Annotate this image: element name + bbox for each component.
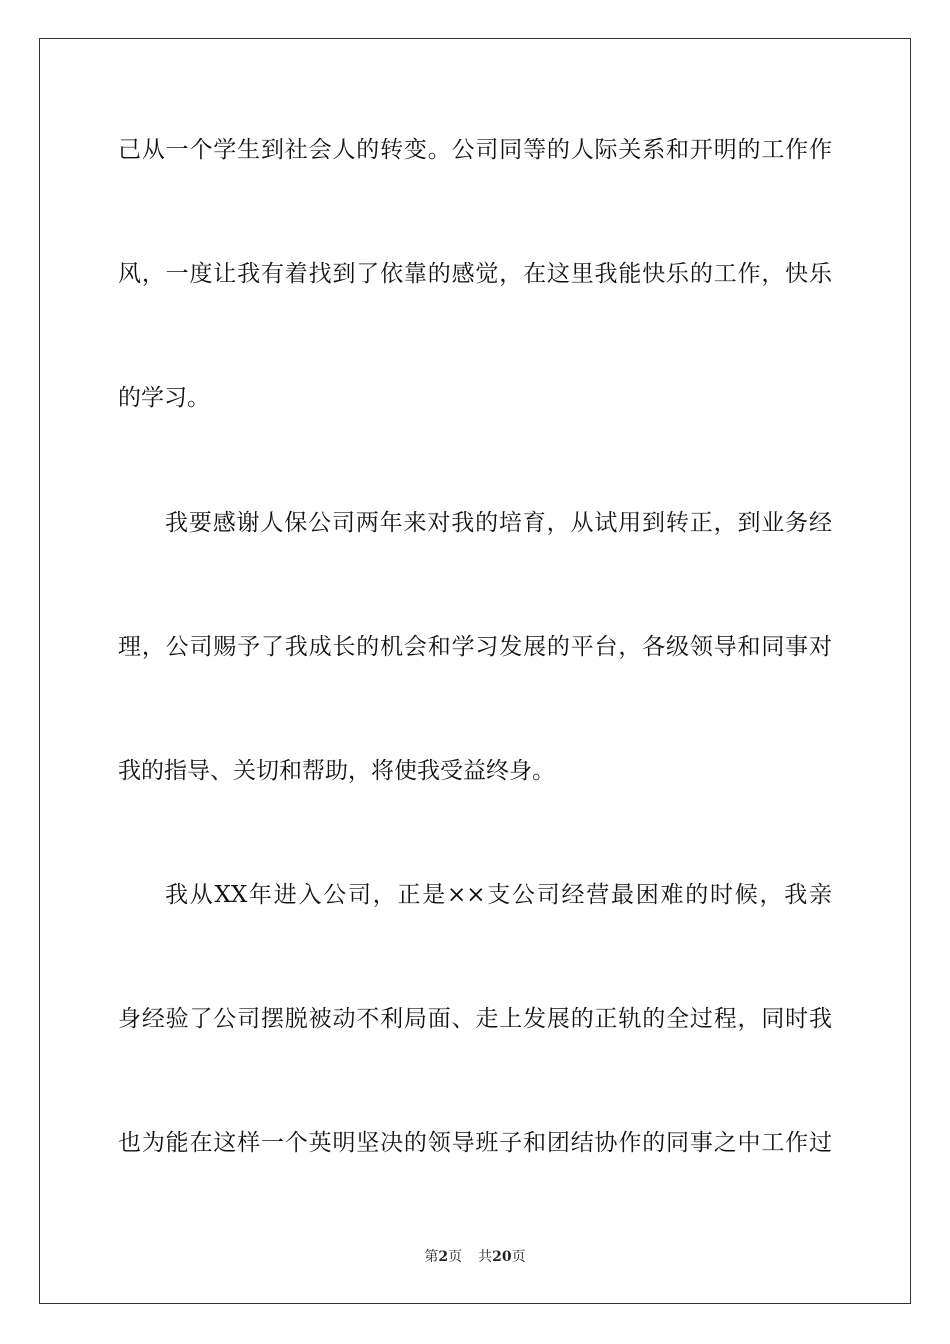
page-prefix: 第: [424, 1249, 439, 1265]
body-text-line: 身经验了公司摆脱被动不利局面、走上发展的正轨的全过程，同时我: [118, 1006, 832, 1032]
page-frame: [39, 38, 911, 1304]
body-text-line: 我要感谢人保公司两年来对我的培育，从试用到转正，到业务经: [165, 510, 832, 536]
body-text-line: 我的指导、关切和帮助，将使我受益终身。: [118, 758, 555, 784]
body-text-line: 风，一度让我有着找到了依靠的感觉，在这里我能快乐的工作，快乐: [118, 261, 832, 287]
total-suffix: 页: [511, 1249, 526, 1265]
body-text-line: 我从XX年进入公司，正是××支公司经营最困难的时候，我亲: [165, 882, 832, 908]
total-pages: 20: [492, 1249, 512, 1265]
page-footer: [0, 1248, 950, 1266]
body-text-line: 理，公司赐予了我成长的机会和学习发展的平台，各级领导和同事对: [118, 634, 832, 660]
page-suffix: 页: [448, 1249, 463, 1265]
page-number: 2: [438, 1249, 449, 1265]
body-text-line: 也为能在这样一个英明坚决的领导班子和团结协作的同事之中工作过: [118, 1130, 832, 1156]
body-text-line: 己从一个学生到社会人的转变。公司同等的人际关系和开明的工作作: [118, 137, 832, 163]
total-prefix: 共: [478, 1249, 493, 1265]
body-text-line: 的学习。: [118, 385, 210, 411]
